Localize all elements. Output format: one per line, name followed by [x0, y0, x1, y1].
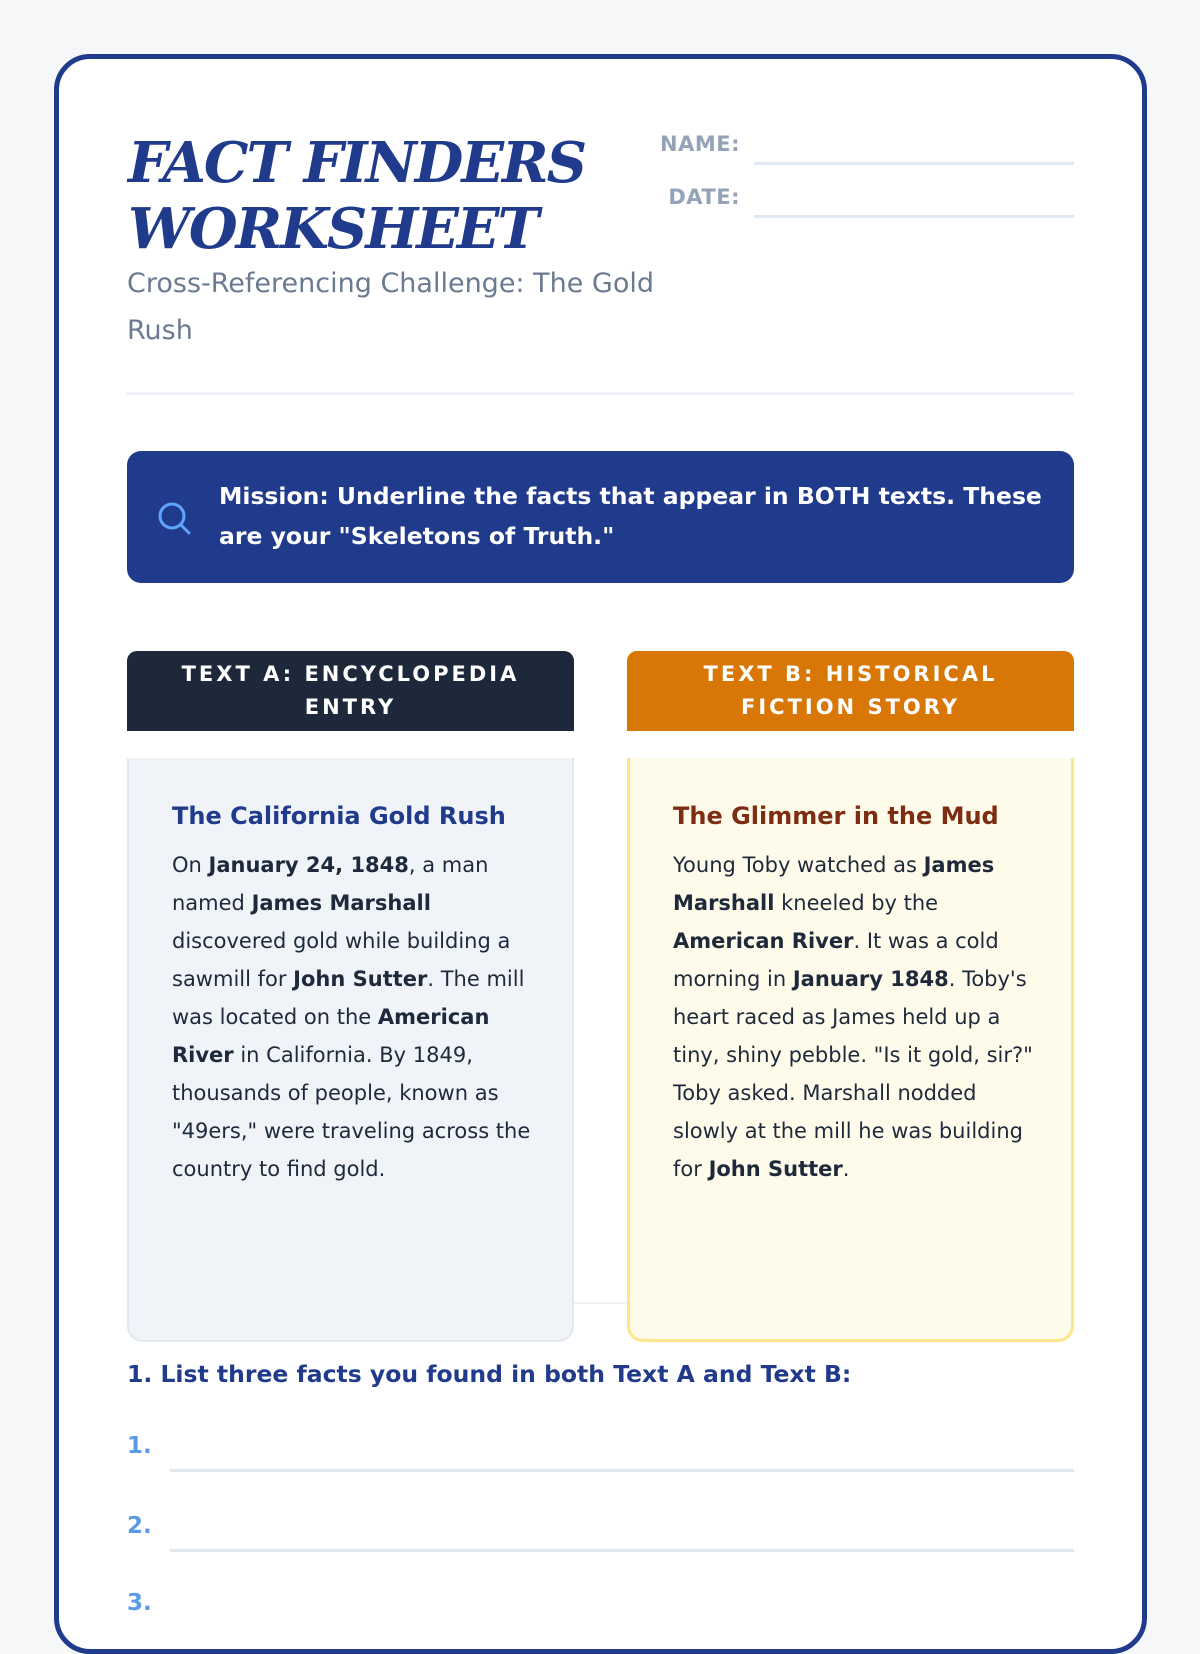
text-a-header: TEXT A: ENCYCLOPEDIA ENTRY	[127, 651, 574, 731]
question-prompt: 1. List three facts you found in both Text A and Text B:	[127, 1360, 852, 1388]
mission-text: Mission: Underline the facts that appear in BOTH texts. These are your "Skeletons of Truth."	[219, 482, 1042, 550]
answer-number: 1.	[127, 1433, 152, 1459]
text-b-card	[627, 758, 1074, 1342]
key-fact: January 24, 1848	[208, 853, 409, 877]
answer-number: 2.	[127, 1513, 152, 1539]
answer-line[interactable]	[170, 1469, 1074, 1472]
key-fact: James Marshall	[673, 853, 995, 915]
search-icon	[155, 499, 195, 539]
body-text: . The mill was located on the	[172, 967, 525, 1029]
body-text: , a man named	[172, 853, 489, 915]
body-text: . It was a cold morning in	[673, 929, 999, 991]
worksheet-subtitle: Cross-Referencing Challenge: The Gold Rush	[127, 268, 654, 346]
mission-banner	[127, 451, 1074, 583]
text-a-title: The California Gold Rush	[172, 802, 506, 830]
date-field[interactable]	[754, 215, 1074, 218]
key-fact: James Marshall	[251, 891, 431, 915]
body-text: . Toby's heart raced as James held up a tiny, shiny pebble. "Is it gold, sir?" Toby asked. Marshall nodded slowly at the mill he was building for	[673, 967, 1033, 1181]
key-fact: American River	[172, 1005, 490, 1067]
name-label: NAME:	[660, 132, 740, 156]
column-connector	[574, 1302, 627, 1304]
body-text: On	[172, 853, 209, 877]
text-b-body	[673, 846, 1041, 1188]
key-fact: John Sutter	[293, 967, 428, 991]
text-b-header: TEXT B: HISTORICAL FICTION STORY	[627, 651, 1074, 731]
body-text: Young Toby watched as	[673, 853, 924, 877]
worksheet-title	[128, 130, 648, 262]
answer-number: 3.	[127, 1590, 152, 1616]
key-fact: John Sutter	[708, 1157, 843, 1181]
text-a-body	[172, 846, 542, 1188]
body-text: in California. By 1849, thousands of people, known as "49ers," were traveling across the country to find gold.	[172, 1043, 531, 1181]
title-line-2: WORKSHEET	[128, 196, 538, 262]
name-field[interactable]	[754, 162, 1074, 165]
body-text: discovered gold while building a sawmill for	[172, 929, 511, 991]
header-divider	[127, 392, 1074, 395]
key-fact: January 1848	[792, 967, 949, 991]
title-line-1: FACT FINDERS	[128, 130, 586, 196]
body-text: .	[842, 1157, 850, 1181]
body-text: kneeled by the	[774, 891, 939, 915]
text-b-title: The Glimmer in the Mud	[673, 802, 999, 830]
key-fact: American River	[673, 929, 854, 953]
text-a-card	[127, 758, 574, 1342]
date-label: DATE:	[668, 185, 740, 209]
answer-line[interactable]	[170, 1549, 1074, 1552]
